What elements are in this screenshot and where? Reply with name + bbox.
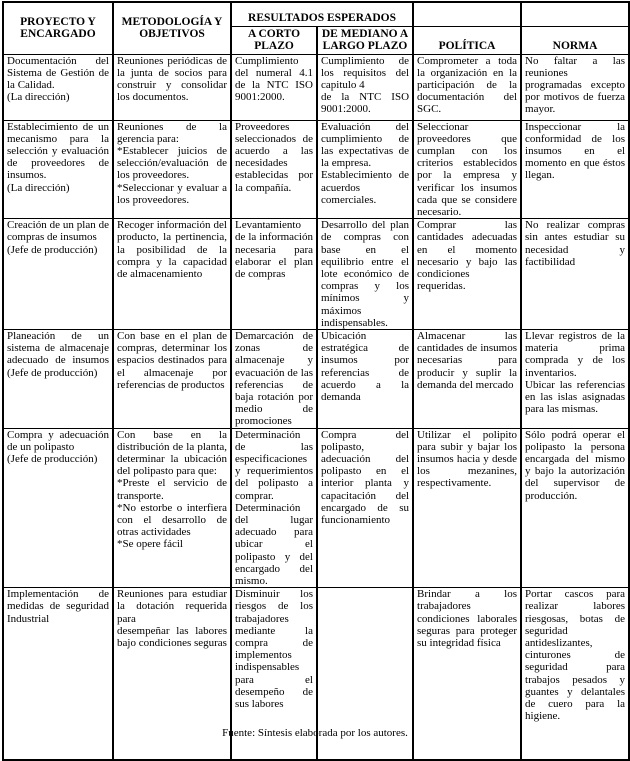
- cell-proyecto: Implementación de medidas de seguridad Industrial: [3, 588, 113, 760]
- table-caption: Fuente: Síntesis elaborada por los autores.: [222, 727, 408, 739]
- cell-norma: No faltar a las reuniones programadas excepto por motivos de fuerza mayor.: [521, 54, 629, 120]
- table-row: [3, 54, 629, 120]
- cell-politica: Comprar las cantidades adecuadas en el momento necesario y bajo las condiciones requeridas.: [413, 219, 521, 330]
- cell-mediano: Ubicación estratégica de insumos por referencias de acuerdo a la demanda: [317, 329, 413, 428]
- header-proyecto: PROYECTO Y ENCARGADO: [3, 2, 113, 54]
- table-row: [3, 428, 629, 588]
- cell-mediano: Compra del polipasto, adecuación del polipasto en el interior planta y capacitación del encargado de su funcionamiento: [317, 428, 413, 588]
- cell-politica: Almacenar las cantidades de insumos necesarias para producir y suplir la demanda del mercado: [413, 329, 521, 428]
- cell-corto: Determinación de las especificaciones y requerimientos del polipasto a comprar. Determinación del lugar adecuado para ubicar el polipasto y del encargado del mismo.: [231, 428, 317, 588]
- cell-corto: Cumplimiento del numeral 4.1 de la NTC ISO 9001:2000.: [231, 54, 317, 120]
- cell-politica: Seleccionar proveedores que cumplan con los criterios establecidos por la empresa y verificar los insumos cada que se considere necesario.: [413, 120, 521, 219]
- cell-proyecto: Documentación del Sistema de Gestión de la Calidad. (La dirección): [3, 54, 113, 120]
- cell-politica: Utilizar el polipito para subir y bajar los insumos hacia y desde los mezanines, respectivamente.: [413, 428, 521, 588]
- cell-metodologia: Con base en el plan de compras, determinar los espacios destinados para el almacenaje por referencias de productos: [113, 329, 231, 428]
- cell-norma: Sólo podrá operar el polipasto la persona encargada del mismo y bajo la autorización del supervisor de producción.: [521, 428, 629, 588]
- header-metodologia: METODOLOGÍA Y OBJETIVOS: [113, 2, 231, 54]
- cell-corto: Disminuir los riesgos de los trabajadores mediante la compra de implementos indispensables para el desempeño de sus labores: [231, 588, 317, 760]
- cell-politica: Brindar a los trabajadores condiciones laborales seguras para proteger su integridad física: [413, 588, 521, 760]
- cell-metodologia: Recoger información del producto, la pertinencia, la posibilidad de la compra y la capacidad de almacenamiento: [113, 219, 231, 330]
- header-politica-top: [413, 2, 521, 26]
- header-resultados: RESULTADOS ESPERADOS: [231, 2, 413, 26]
- cell-metodologia: Reuniones de la gerencia para: *Establecer juicios de selección/evaluación de los proveedores. *Seleccionar y evaluar a los proveedores.: [113, 120, 231, 219]
- cell-norma: Portar cascos para realizar labores riesgosas, botas de seguridad antideslizantes, cinturones de seguridad para trabajos pesados y guantes y delantales de cuero para la higiene.: [521, 588, 629, 760]
- cell-metodologia: Reuniones para estudiar la dotación requerida para desempeñar las labores bajo condiciones seguras: [113, 588, 231, 760]
- header-mediano: DE MEDIANO A LARGO PLAZO: [317, 26, 413, 54]
- cell-norma: No realizar compras sin antes estudiar su necesidad y factibilidad: [521, 219, 629, 330]
- cell-metodologia: Reuniones periódicas de la junta de socios para construir y consolidar los documentos.: [113, 54, 231, 120]
- cell-metodologia: Con base en la distribución de la planta, determinar la ubicación del polipasto para que: *Preste el servicio de transporte. *No estorbe o interfiera con el desarrollo de otras actividades *Se opere fácil: [113, 428, 231, 588]
- table-row: [3, 120, 629, 219]
- table-row: [3, 329, 629, 428]
- cell-politica: Comprometer a toda la organización en la participación de la documentación del SGC.: [413, 54, 521, 120]
- header-politica: POLÍTICA: [413, 26, 521, 54]
- cell-mediano: Cumplimiento de los requisitos del capitulo 4 de la NTC ISO 9001:2000.: [317, 54, 413, 120]
- header-norma-top: [521, 2, 629, 26]
- cell-proyecto: Creación de un plan de compras de insumos (Jefe de producción): [3, 219, 113, 330]
- cell-norma: Llevar registros de la materia prima comprada y de los inventarios. Ubicar las referencias en las islas asignadas para las mismas.: [521, 329, 629, 428]
- cell-corto: Levantamiento de la información necesaria para elaborar el plan de compras: [231, 219, 317, 330]
- cell-corto: Demarcación de zonas de almacenaje y evacuación de las referencias de baja rotación por medio de promociones: [231, 329, 317, 428]
- cell-norma: Inspeccionar la conformidad de los insumos en el momento en que éstos llegan.: [521, 120, 629, 219]
- projects-table: [2, 1, 630, 761]
- cell-mediano: Desarrollo del plan de compras con base en el equilibrio entre el lote económico de compras y los mínimos y máximos indispensables.: [317, 219, 413, 330]
- header-corto: A CORTO PLAZO: [231, 26, 317, 54]
- cell-proyecto: Establecimiento de un mecanismo para la selección y evaluación de proveedores de insumos. (La dirección): [3, 120, 113, 219]
- table-row: [3, 219, 629, 330]
- cell-proyecto: Planeación de un sistema de almacenaje adecuado de insumos (Jefe de producción): [3, 329, 113, 428]
- cell-mediano: Evaluación del cumplimiento de las expectativas de la empresa. Establecimiento de acuerdos comerciales.: [317, 120, 413, 219]
- cell-proyecto: Compra y adecuación de un polipasto (Jefe de producción): [3, 428, 113, 588]
- cell-corto: Proveedores seleccionados de acuerdo a las necesidades establecidas por la compañía.: [231, 120, 317, 219]
- header-norma: NORMA: [521, 26, 629, 54]
